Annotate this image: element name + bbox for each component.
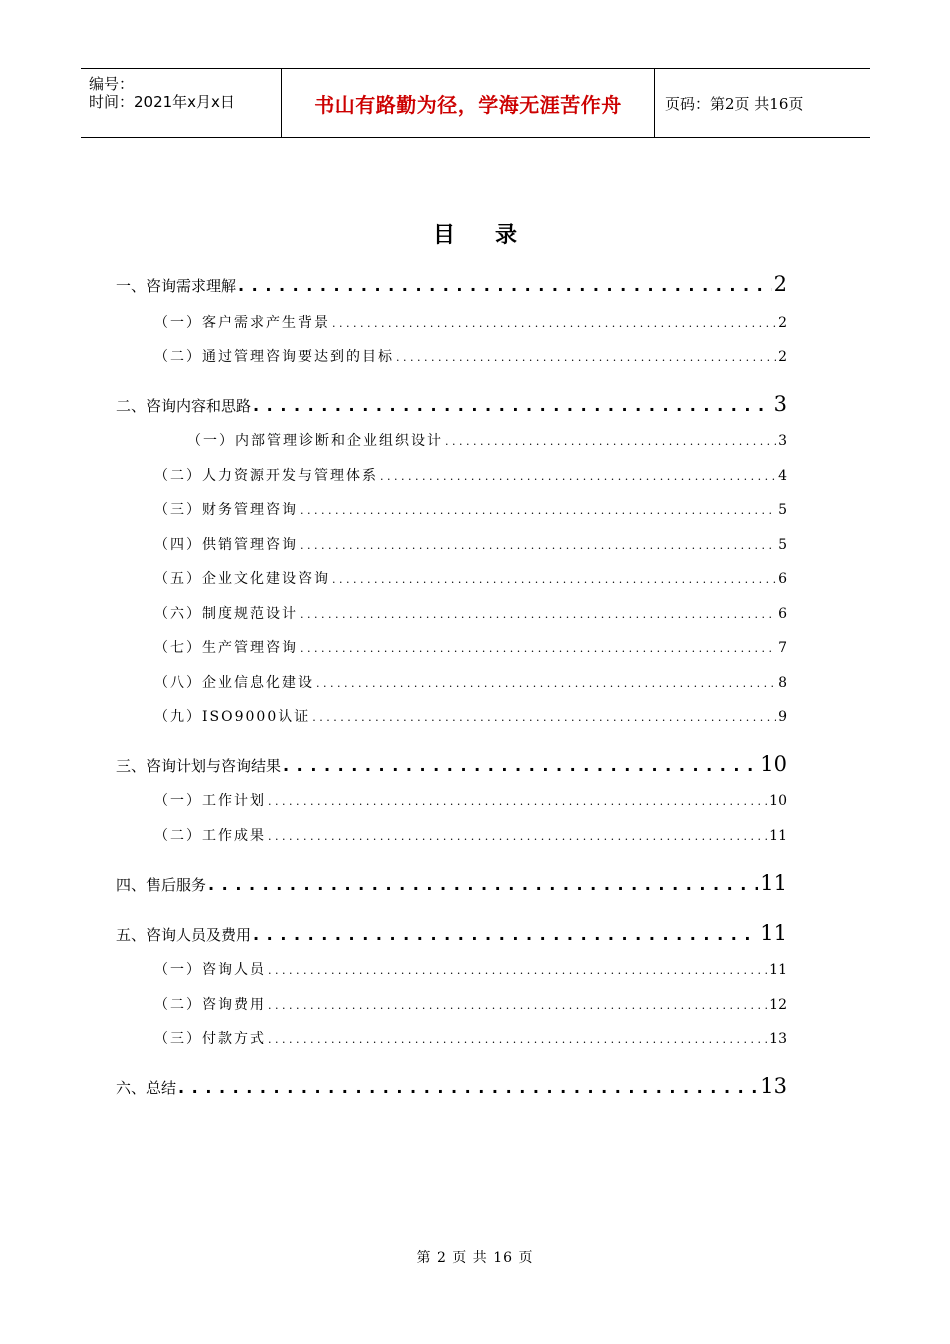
toc-entry-title: （一）咨询人员	[154, 962, 266, 978]
toc-entry-title: （二）通过管理咨询要达到的目标	[154, 349, 394, 365]
toc-section-entry[interactable]	[116, 921, 787, 945]
toc-entry-title: （一）内部管理诊断和企业组织设计	[187, 433, 443, 449]
toc-leader-dots	[300, 539, 776, 552]
toc-entry-page: 9	[778, 709, 787, 725]
toc-subsection-entry[interactable]	[154, 534, 787, 554]
toc-leader-dots	[300, 608, 776, 621]
toc-subsection-entry[interactable]	[154, 706, 787, 726]
toc-entry-title: （二）咨询费用	[154, 997, 266, 1013]
toc-subsection-entry[interactable]	[154, 603, 787, 623]
toc-subsection-entry[interactable]	[154, 637, 787, 657]
toc-subsection-entry[interactable]	[154, 346, 787, 366]
toc-entry-page: 4	[778, 468, 787, 484]
toc-subsection-entry[interactable]	[154, 499, 787, 519]
toc-leader-dots	[312, 711, 776, 724]
toc-entry-page: 5	[778, 537, 787, 553]
toc-leader-dots	[380, 470, 776, 483]
toc-entry-title: （八）企业信息化建设	[154, 675, 314, 691]
toc-entry-page: 3	[773, 392, 787, 416]
toc-entry-page: 11	[769, 828, 787, 844]
toc-entry-title: （三）财务管理咨询	[154, 502, 298, 518]
toc-entry-title: 一、咨询需求理解	[116, 277, 237, 295]
toc-entry-page: 11	[760, 871, 787, 895]
toc-section-entry[interactable]	[116, 1074, 787, 1098]
header-motto: 书山有路勤为径，学海无涯苦作舟	[314, 92, 622, 117]
document-number-label: 编号：	[89, 75, 135, 93]
toc-section-entry[interactable]	[116, 752, 787, 776]
toc-entry-page: 2	[773, 272, 787, 296]
toc-entry-title: （二）工作成果	[154, 828, 266, 844]
toc-subsection-entry[interactable]	[154, 672, 787, 692]
toc-entry-title: （一）工作计划	[154, 793, 266, 809]
toc-section-entry[interactable]	[116, 871, 787, 895]
toc-subsection-entry[interactable]	[154, 1028, 787, 1048]
toc-entry-title: （二）人力资源开发与管理体系	[154, 468, 378, 484]
toc-leader-dots	[268, 1033, 767, 1046]
toc-entry-page: 2	[778, 315, 787, 331]
toc-entry-title: 二、咨询内容和思路	[116, 397, 252, 415]
toc-leader-dots	[332, 573, 776, 586]
toc-leader-dots	[396, 351, 776, 364]
toc-subsection-entry[interactable]	[154, 994, 787, 1014]
toc-leader-dots	[316, 677, 776, 690]
toc-entry-title: 五、咨询人员及费用	[116, 926, 252, 944]
toc-leader-dots	[268, 830, 767, 843]
toc-leader-dots	[445, 435, 776, 448]
toc-section-entry[interactable]	[116, 272, 787, 296]
toc-leader-dots	[268, 795, 767, 808]
toc-entry-title: （三）付款方式	[154, 1031, 266, 1047]
toc-entry-page: 5	[778, 502, 787, 518]
toc-entry-page: 10	[760, 752, 787, 776]
toc-entry-title: （九）ISO9000认证	[154, 709, 311, 725]
toc-leader-dots	[300, 504, 776, 517]
toc-entry-page: 6	[778, 606, 787, 622]
document-time-label: 时间：2021年x月x日	[89, 93, 235, 111]
toc-entry-page: 8	[778, 675, 787, 691]
toc-leader-dots	[332, 317, 776, 330]
toc-leader-dots	[283, 756, 758, 775]
toc-entry-title: （六）制度规范设计	[154, 606, 298, 622]
page-footer: 第 2 页 共 16 页	[416, 1250, 534, 1266]
toc-entry-title: 六、总结	[116, 1079, 177, 1097]
toc-entry-title: （一）客户需求产生背景	[154, 315, 330, 331]
toc-leader-dots	[253, 925, 758, 944]
toc-subsection-entry[interactable]	[187, 430, 787, 450]
toc-entry-title: 四、售后服务	[116, 876, 207, 894]
toc-entry-page: 12	[769, 997, 787, 1013]
toc-section-entry[interactable]	[116, 392, 787, 416]
toc-entry-title: （五）企业文化建设咨询	[154, 571, 330, 587]
toc-subsection-entry[interactable]	[154, 568, 787, 588]
toc-entry-page: 2	[778, 349, 787, 365]
toc-entry-page: 6	[778, 571, 787, 587]
toc-entry-title: 三、咨询计划与咨询结果	[116, 757, 282, 775]
toc-title: 目录	[432, 223, 557, 248]
toc-entry-title: （七）生产管理咨询	[154, 640, 298, 656]
toc-leader-dots	[300, 642, 776, 655]
header-page-info: 页码：第2页 共16页	[665, 94, 804, 113]
toc-subsection-entry[interactable]	[154, 790, 787, 810]
toc-entry-page: 7	[778, 640, 787, 656]
toc-subsection-entry[interactable]	[154, 959, 787, 979]
toc-leader-dots	[208, 875, 758, 894]
toc-leader-dots	[253, 396, 772, 415]
toc-leader-dots	[238, 276, 772, 295]
toc-subsection-entry[interactable]	[154, 465, 787, 485]
toc-entry-page: 13	[769, 1031, 787, 1047]
toc-subsection-entry[interactable]	[154, 825, 787, 845]
toc-entry-page: 10	[769, 793, 787, 809]
toc-leader-dots	[178, 1078, 758, 1097]
toc-subsection-entry[interactable]	[154, 312, 787, 332]
toc-entry-page: 13	[760, 1074, 787, 1098]
toc-leader-dots	[268, 999, 767, 1012]
toc-leader-dots	[268, 964, 767, 977]
toc-entry-page: 3	[778, 433, 787, 449]
toc-entry-title: （四）供销管理咨询	[154, 537, 298, 553]
toc-entry-page: 11	[760, 921, 787, 945]
toc-entry-page: 11	[769, 962, 787, 978]
